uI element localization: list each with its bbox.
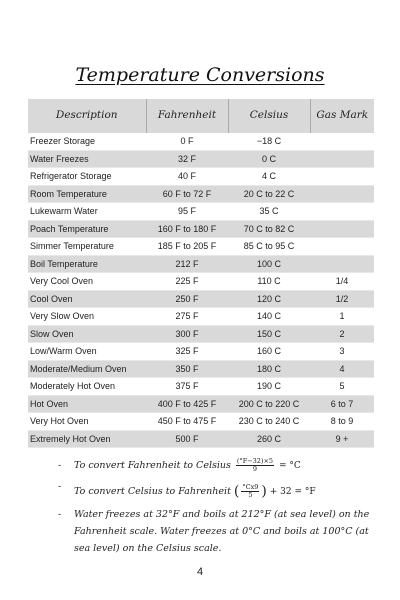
cell-celsius: 260 C — [228, 430, 310, 448]
cell-fahrenheit: 350 F — [146, 360, 228, 378]
cell-description: Simmer Temperature — [28, 238, 146, 256]
cell-description: Slow Oven — [28, 325, 146, 343]
cell-gas-mark: 2 — [310, 325, 374, 343]
note-water-points — [58, 507, 376, 557]
cell-gas-mark — [310, 150, 374, 168]
cell-gas-mark — [310, 185, 374, 203]
cell-gas-mark: 5 — [310, 378, 374, 396]
f-to-c-fraction — [236, 458, 274, 473]
table-row — [28, 255, 374, 273]
c-to-f-formula — [233, 482, 316, 499]
cell-description: Moderately Hot Oven — [28, 378, 146, 396]
f-to-c-numerator: (°F−32)×5 — [236, 457, 274, 465]
f-to-c-formula — [234, 457, 301, 474]
table-row — [28, 308, 374, 326]
cell-fahrenheit: 500 F — [146, 430, 228, 448]
cell-celsius: 70 C to 82 C — [228, 220, 310, 238]
note-c-to-f-text: To convert Celsius to Fahrenheit — [74, 485, 231, 497]
table-row — [28, 133, 374, 150]
cell-description: Freezer Storage — [28, 133, 146, 150]
cell-description: Lukewarm Water — [28, 203, 146, 221]
table-row — [28, 185, 374, 203]
table-row — [28, 203, 374, 221]
table-row — [28, 290, 374, 308]
table-row — [28, 378, 374, 396]
table-row — [28, 238, 374, 256]
table-row — [28, 413, 374, 431]
table-row — [28, 220, 374, 238]
table-row — [28, 273, 374, 291]
cell-gas-mark: 1/2 — [310, 290, 374, 308]
cell-celsius: 35 C — [228, 203, 310, 221]
table-row — [28, 360, 374, 378]
conversion-table — [28, 99, 374, 448]
cell-description: Refrigerator Storage — [28, 168, 146, 186]
table-row — [28, 343, 374, 361]
note-c-to-f — [58, 479, 376, 504]
header-description: Description — [28, 99, 146, 133]
cell-gas-mark — [310, 203, 374, 221]
cell-gas-mark — [310, 168, 374, 186]
cell-fahrenheit: 0 F — [146, 133, 228, 150]
cell-fahrenheit: 250 F — [146, 290, 228, 308]
cell-gas-mark — [310, 255, 374, 273]
cell-gas-mark: 6 to 7 — [310, 395, 374, 413]
cell-description: Very Hot Oven — [28, 413, 146, 431]
cell-celsius: 150 C — [228, 325, 310, 343]
cell-description: Extremely Hot Oven — [28, 430, 146, 448]
c-to-f-fraction — [241, 484, 259, 499]
cell-fahrenheit: 300 F — [146, 325, 228, 343]
cell-fahrenheit: 212 F — [146, 255, 228, 273]
table-row — [28, 325, 374, 343]
close-paren: ) — [261, 482, 267, 499]
cell-celsius: 160 C — [228, 343, 310, 361]
table-row — [28, 395, 374, 413]
f-to-c-denominator: 9 — [252, 465, 258, 474]
cell-celsius: −18 C — [228, 133, 310, 150]
cell-description: Low/Warm Oven — [28, 343, 146, 361]
page-title: Temperature Conversions — [75, 64, 325, 86]
cell-gas-mark: 8 to 9 — [310, 413, 374, 431]
cell-description: Cool Oven — [28, 290, 146, 308]
cell-description: Hot Oven — [28, 395, 146, 413]
cell-celsius: 190 C — [228, 378, 310, 396]
open-paren: ( — [233, 482, 240, 499]
cell-celsius: 120 C — [228, 290, 310, 308]
cell-gas-mark: 1 — [310, 308, 374, 326]
cell-description: Poach Temperature — [28, 220, 146, 238]
cell-description: Very Cool Oven — [28, 273, 146, 291]
cell-fahrenheit: 275 F — [146, 308, 228, 326]
cell-fahrenheit: 60 F to 72 F — [146, 185, 228, 203]
cell-fahrenheit: 185 F to 205 F — [146, 238, 228, 256]
note-f-to-c-text: To convert Fahrenheit to Celsius — [74, 460, 231, 472]
note-water-points-text: Water freezes at 32°F and boils at 212°F (at sea level) on the Fahrenheit scale. Water freezes at 0°C and boils at 100°C (at sea level) on the Celsius scale. — [74, 509, 370, 554]
cell-gas-mark — [310, 220, 374, 238]
cell-celsius: 100 C — [228, 255, 310, 273]
f-to-c-result: = °C — [278, 461, 301, 472]
cell-gas-mark — [310, 133, 374, 150]
cell-celsius: 85 C to 95 C — [228, 238, 310, 256]
table-row — [28, 150, 374, 168]
table-row — [28, 168, 374, 186]
cell-gas-mark — [310, 238, 374, 256]
cell-fahrenheit: 450 F to 475 F — [146, 413, 228, 431]
cell-fahrenheit: 325 F — [146, 343, 228, 361]
c-to-f-numerator: °Cx9 — [242, 482, 259, 491]
note-f-to-c — [58, 458, 376, 475]
cell-description: Room Temperature — [28, 185, 146, 203]
cell-fahrenheit: 95 F — [146, 203, 228, 221]
cell-celsius: 110 C — [228, 273, 310, 291]
cell-fahrenheit: 160 F to 180 F — [146, 220, 228, 238]
cell-celsius: 4 C — [228, 168, 310, 186]
cell-celsius: 180 C — [228, 360, 310, 378]
table-row — [28, 430, 374, 448]
table-header-row — [28, 99, 374, 133]
cell-fahrenheit: 400 F to 425 F — [146, 395, 228, 413]
cell-fahrenheit: 32 F — [146, 150, 228, 168]
table-body — [28, 133, 374, 448]
cell-description: Very Slow Oven — [28, 308, 146, 326]
cell-gas-mark: 9 + — [310, 430, 374, 448]
c-to-f-result: + 32 = °F — [269, 486, 316, 497]
cell-fahrenheit: 375 F — [146, 378, 228, 396]
cell-celsius: 20 C to 22 C — [228, 185, 310, 203]
conversion-notes — [58, 458, 376, 561]
cell-celsius: 0 C — [228, 150, 310, 168]
cell-fahrenheit: 225 F — [146, 273, 228, 291]
cell-celsius: 200 C to 220 C — [228, 395, 310, 413]
c-to-f-denominator: 5 — [248, 490, 253, 499]
cell-description: Boil Temperature — [28, 255, 146, 273]
cell-celsius: 140 C — [228, 308, 310, 326]
header-gas-mark: Gas Mark — [310, 99, 374, 133]
cell-fahrenheit: 40 F — [146, 168, 228, 186]
cell-gas-mark: 4 — [310, 360, 374, 378]
cell-celsius: 230 C to 240 C — [228, 413, 310, 431]
header-fahrenheit: Fahrenheit — [146, 99, 228, 133]
cell-gas-mark: 3 — [310, 343, 374, 361]
cell-gas-mark: 1/4 — [310, 273, 374, 291]
page-number: 4 — [196, 566, 204, 578]
header-celsius: Celsius — [228, 99, 310, 133]
cell-description: Moderate/Medium Oven — [28, 360, 146, 378]
cell-description: Water Freezes — [28, 150, 146, 168]
